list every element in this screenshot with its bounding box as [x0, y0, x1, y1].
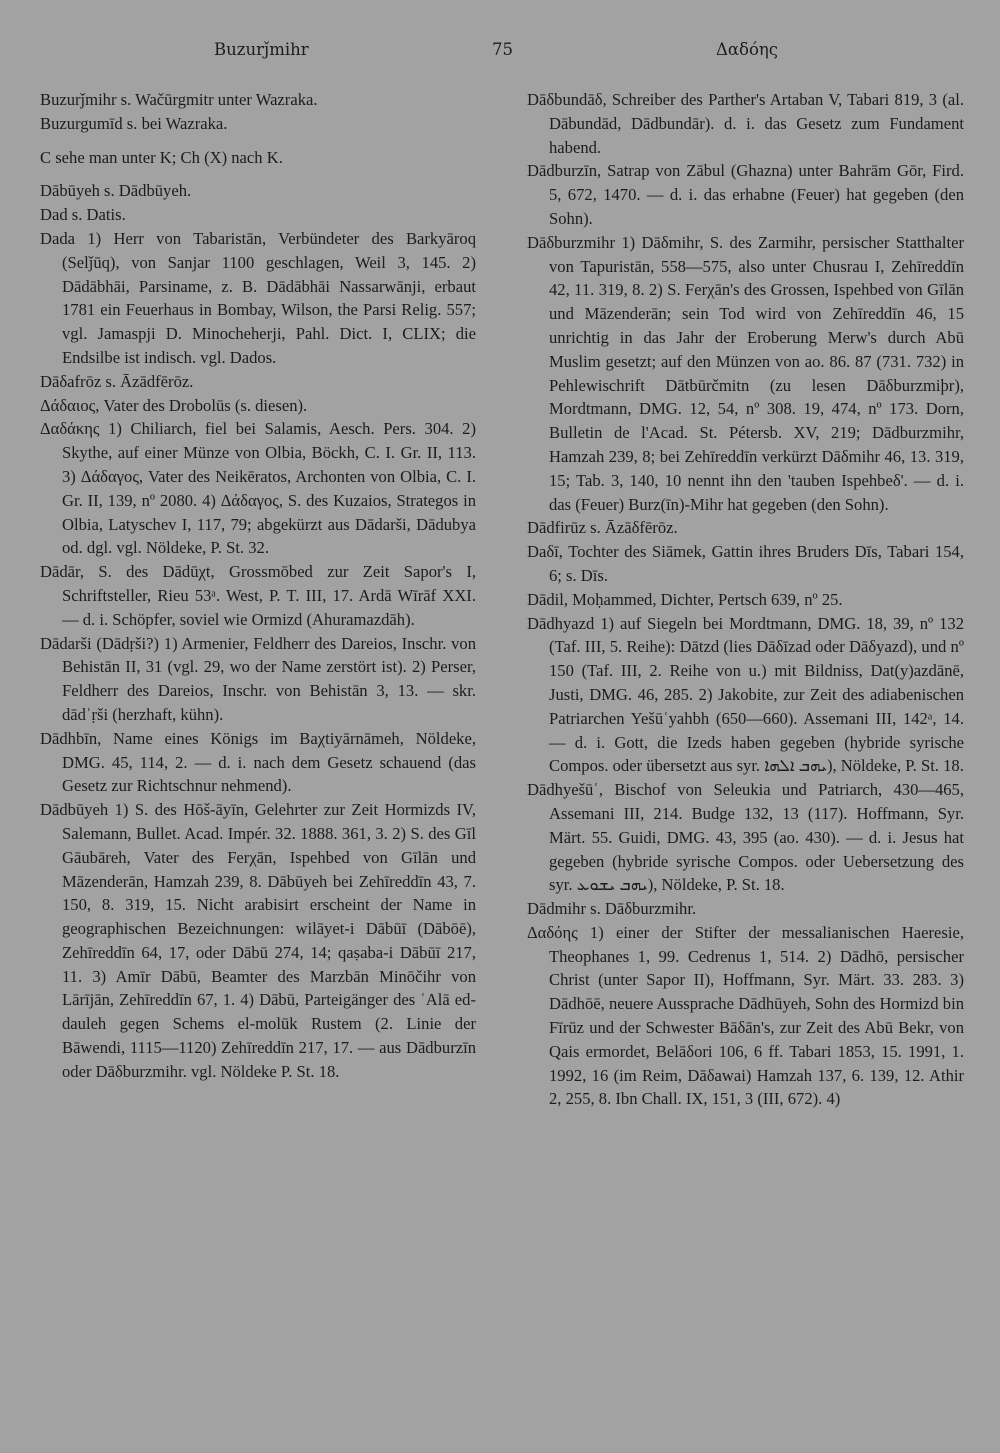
right-column — [527, 88, 964, 1111]
entry: Dādfirūz s. Āzāδfērōz. — [527, 518, 678, 538]
entry: Δαδάκης 1) Chiliarch, fiel bei Salamis, Aesch. Pers. 304. 2) Skythe, auf einer Münze von Olbia, Böckh, C. I. Gr. II, 113. 3) Δάδαγος, Vater des Neikēratos, Archonten von Olbia, C. I. Gr. II, 139, nº 2080. 4) Δάδαγος, S. des Kuzaios, Strategos in Olbia, Latyschev I, 117, 79; abgekürzt aus Dādarši, Dādubya od. dgl. vgl. Nöldeke, P. St. 32. — [40, 419, 476, 558]
page-header — [40, 40, 960, 68]
entry: Dādburzīn, Satrap von Zābul (Ghazna) unter Bahrām Gōr, Fird. 5, 672, 1470. — d. i. das erhabne (Feuer) hat gegeben (den Sohn). — [527, 161, 964, 228]
left-column — [40, 88, 476, 1084]
entry: Dada 1) Herr von Tabaristān, Verbündeter des Barkyāroq (Selǰūq), von Sanjar 1100 geschlagen, Weil 3, 145. 2) Dādābhāi, Parsiname, z. B. Dādābhāi Nassarwānji, erbaut 1781 ein Feuerhaus in Bombay, Wilson, the Parsi Relig. 557; vgl. Jamaspji D. Minocheherji, Pahl. Dict. I, CLIX; die Endsilbe ist indisch. vgl. Dados. — [40, 228, 476, 367]
entry: Dādmihr s. Dāδburzmihr. — [527, 899, 697, 919]
entry: Buzurǰmihr s. Wačūrgmitr unter Wazraka. — [40, 90, 318, 109]
page-number: 75 — [492, 40, 513, 59]
entry: Dābūyeh s. Dādbūyeh. — [40, 181, 192, 201]
entry: Dādhbīn, Name eines Königs im Baχtiyārnāmeh, Nöldeke, DMG. 45, 114, 2. — d. i. nach dem Gesetz schauend (das Gesetz zur Richtschnur nehmend). — [40, 728, 476, 796]
entry: Daδī, Tochter des Siāmek, Gattin ihres Bruders Dīs, Tabari 154, 6; s. Dīs. — [527, 542, 964, 585]
entry: Dāδbundāδ, Schreiber des Parther's Artaban V, Tabari 819, 3 (al. Dābundād, Dādbundār). d. i. das Gesetz zum Fundament habend. — [527, 90, 964, 157]
header-right-catchword: Δαδόης — [716, 40, 779, 59]
entry: Dādhyešūʿ, Bischof von Seleukia und Patriarch, 430—465, Assemani III, 214. Budge 132, 13 (117). Hoffmann, Syr. Märt. 55. Guidi, DMG. 43, 395 (ao. 430). — d. i. Jesus hat gegeben (hybride syrische Compos. oder Uebersetzung des syr. ܝܗܒ ܝܫܘܥ), Nöldeke, P. St. 18. — [527, 780, 964, 895]
entry: Dādbūyeh 1) S. des Hōš-āyīn, Gelehrter zur Zeit Hormizds IV, Salemann, Bullet. Acad. Impér. 32. 1888. 361, 3. 2) S. des Gīl Gāubāreh, Vater des Ferχān, Ispehbed von Gīlān und Māzenderān, Hamzah 239, 8. Dābūyeh bei Zehīreddīn 43, 7. 150, 8. 319, 15. Nicht arabisirt erscheint der Name in geographischen Bezeichnungen: wilāyet-i Dābūī (Dābōē), Zehīreddīn 64, 17, oder Dābū 274, 14; qaṣaba-i Dābūī 217, 11. 3) Amīr Dābū, Beamter des Marzbān Minōčihr von Lārījān, Zehīreddīn 67, 1. 4) Dābū, Parteigänger des ʿAlā ed-dauleh gegen Schems el-molūk Rustem (2. Linie der Bāwendi, 1115—1120) Zehīreddīn 217, 17. — aus Dādburzīn oder Dāδburzmihr. vgl. Nöldeke P. St. 18. — [40, 800, 476, 1081]
entry: Δαδόης 1) einer der Stifter der messalianischen Haeresie, Theophanes 1, 99. Cedrenus 1, 514. 2) Dādhō, persischer Christ (unter Sapor II), Hoffmann, Syr. Märt. 33. 283. 3) Dādhōē, neuere Aussprache Dādhūyeh, Sohn des Hormizd bin Fīrūz und der Schwester Bāδān's, zur Zeit des Abū Bekr, von Qais ermordet, Belāδori 106, 6 ff. Tabari 1853, 15. 1991, 1. 1992, 16 (im Reim, Dāδawai) Hamzah 137, 6. 139, 12. Athir 2, 255, 8. Ibn Chall. IX, 151, 3 (III, 672). 4) — [527, 922, 964, 1109]
entry: Dāδafrōz s. Āzādfērōz. — [40, 371, 194, 391]
entry: Dāδburzmihr 1) Dāδmihr, S. des Zarmihr, persischer Statthalter von Tapuristān, 558—575, also unter Chusrau I, Zehīreddīn 42, 11. 319, 8. 2) S. Ferχān's des Grossen, Ispehbed von Gīlān und Māzenderān; sein Tod wird von Zehīreddīn 46, 15 unrichtig in das Jahr der Eroberung Merw's durch Abū Muslim gesetzt; auf den Münzen von ao. 86. 87 (731. 732) in Pehlewischrift Dātbūrčmitn (zu lesen Dāδburzmiþr), Mordtmann, DMG. 12, 54, nº 308. 19, 474, nº 173. Dorn, Bulletin de l'Acad. St. Pétersb. XV, 219; Dādburzmihr, Hamzah 239, 8; bei Zehīreddīn verkürzt Dāδmihr 46, 13. 319, 15; Tab. 3, 140, 10 nennt ihn den 'tauben Ispehbeδ'. — d. i. das (Feuer) Burz(īn)-Mihr hat gegeben (den Sohn). — [527, 232, 964, 514]
entry: Dādār, S. des Dādūχt, Grossmōbed zur Zeit Sapor's I, Schriftsteller, Rieu 53ᵃ. West, P. T. III, 17. Ardā Wīrāf XXI. — d. i. Schöpfer, soviel wie Ormizd (Ahuramazdāh). — [40, 562, 476, 629]
entry: Dādhyazd 1) auf Siegeln bei Mordtmann, DMG. 18, 39, nº 132 (Taf. III, 5. Reihe): Dātzd (lies Dāδīzad oder Dāδyazd), und nº 150 (Taf. III, 2. Reihe von u.) mit Bildniss, Dat(y)azdānē, Justi, DMG. 46, 285. 2) Jakobite, zur Zeit des adiabenischen Patriarchen Yešūʿyahbh (650—660). Assemani III, 142ᵃ, 14. — d. i. Gott, die Izeds haben gegeben (hybride syrische Compos. oder übersetzt aus syr. ܝܗܒ ܐܠܗܐ), Nöldeke, P. St. 18. — [527, 613, 964, 776]
entry: Dādarši (Dādṛši?) 1) Armenier, Feldherr des Dareios, Inschr. von Behistān II, 31 (vgl. 29, wo der Name zerstört ist). 2) Perser, Feldherr des Dareios, Inschr. von Behistān 3, 13. — skr. dādʿṛši (herzhaft, kühn). — [40, 633, 476, 724]
entry: C sehe man unter K; Ch (X) nach K. — [40, 147, 283, 167]
entry: Dad s. Datis. — [40, 205, 126, 225]
entry: Dādil, Moḥammed, Dichter, Pertsch 639, nº 25. — [527, 589, 843, 609]
header-left-catchword: Buzurǰmihr — [214, 40, 309, 59]
entry: Buzurgumīd s. bei Wazraka. — [40, 113, 228, 133]
entry: Δάδαιος, Vater des Drobolūs (s. diesen). — [40, 395, 308, 415]
